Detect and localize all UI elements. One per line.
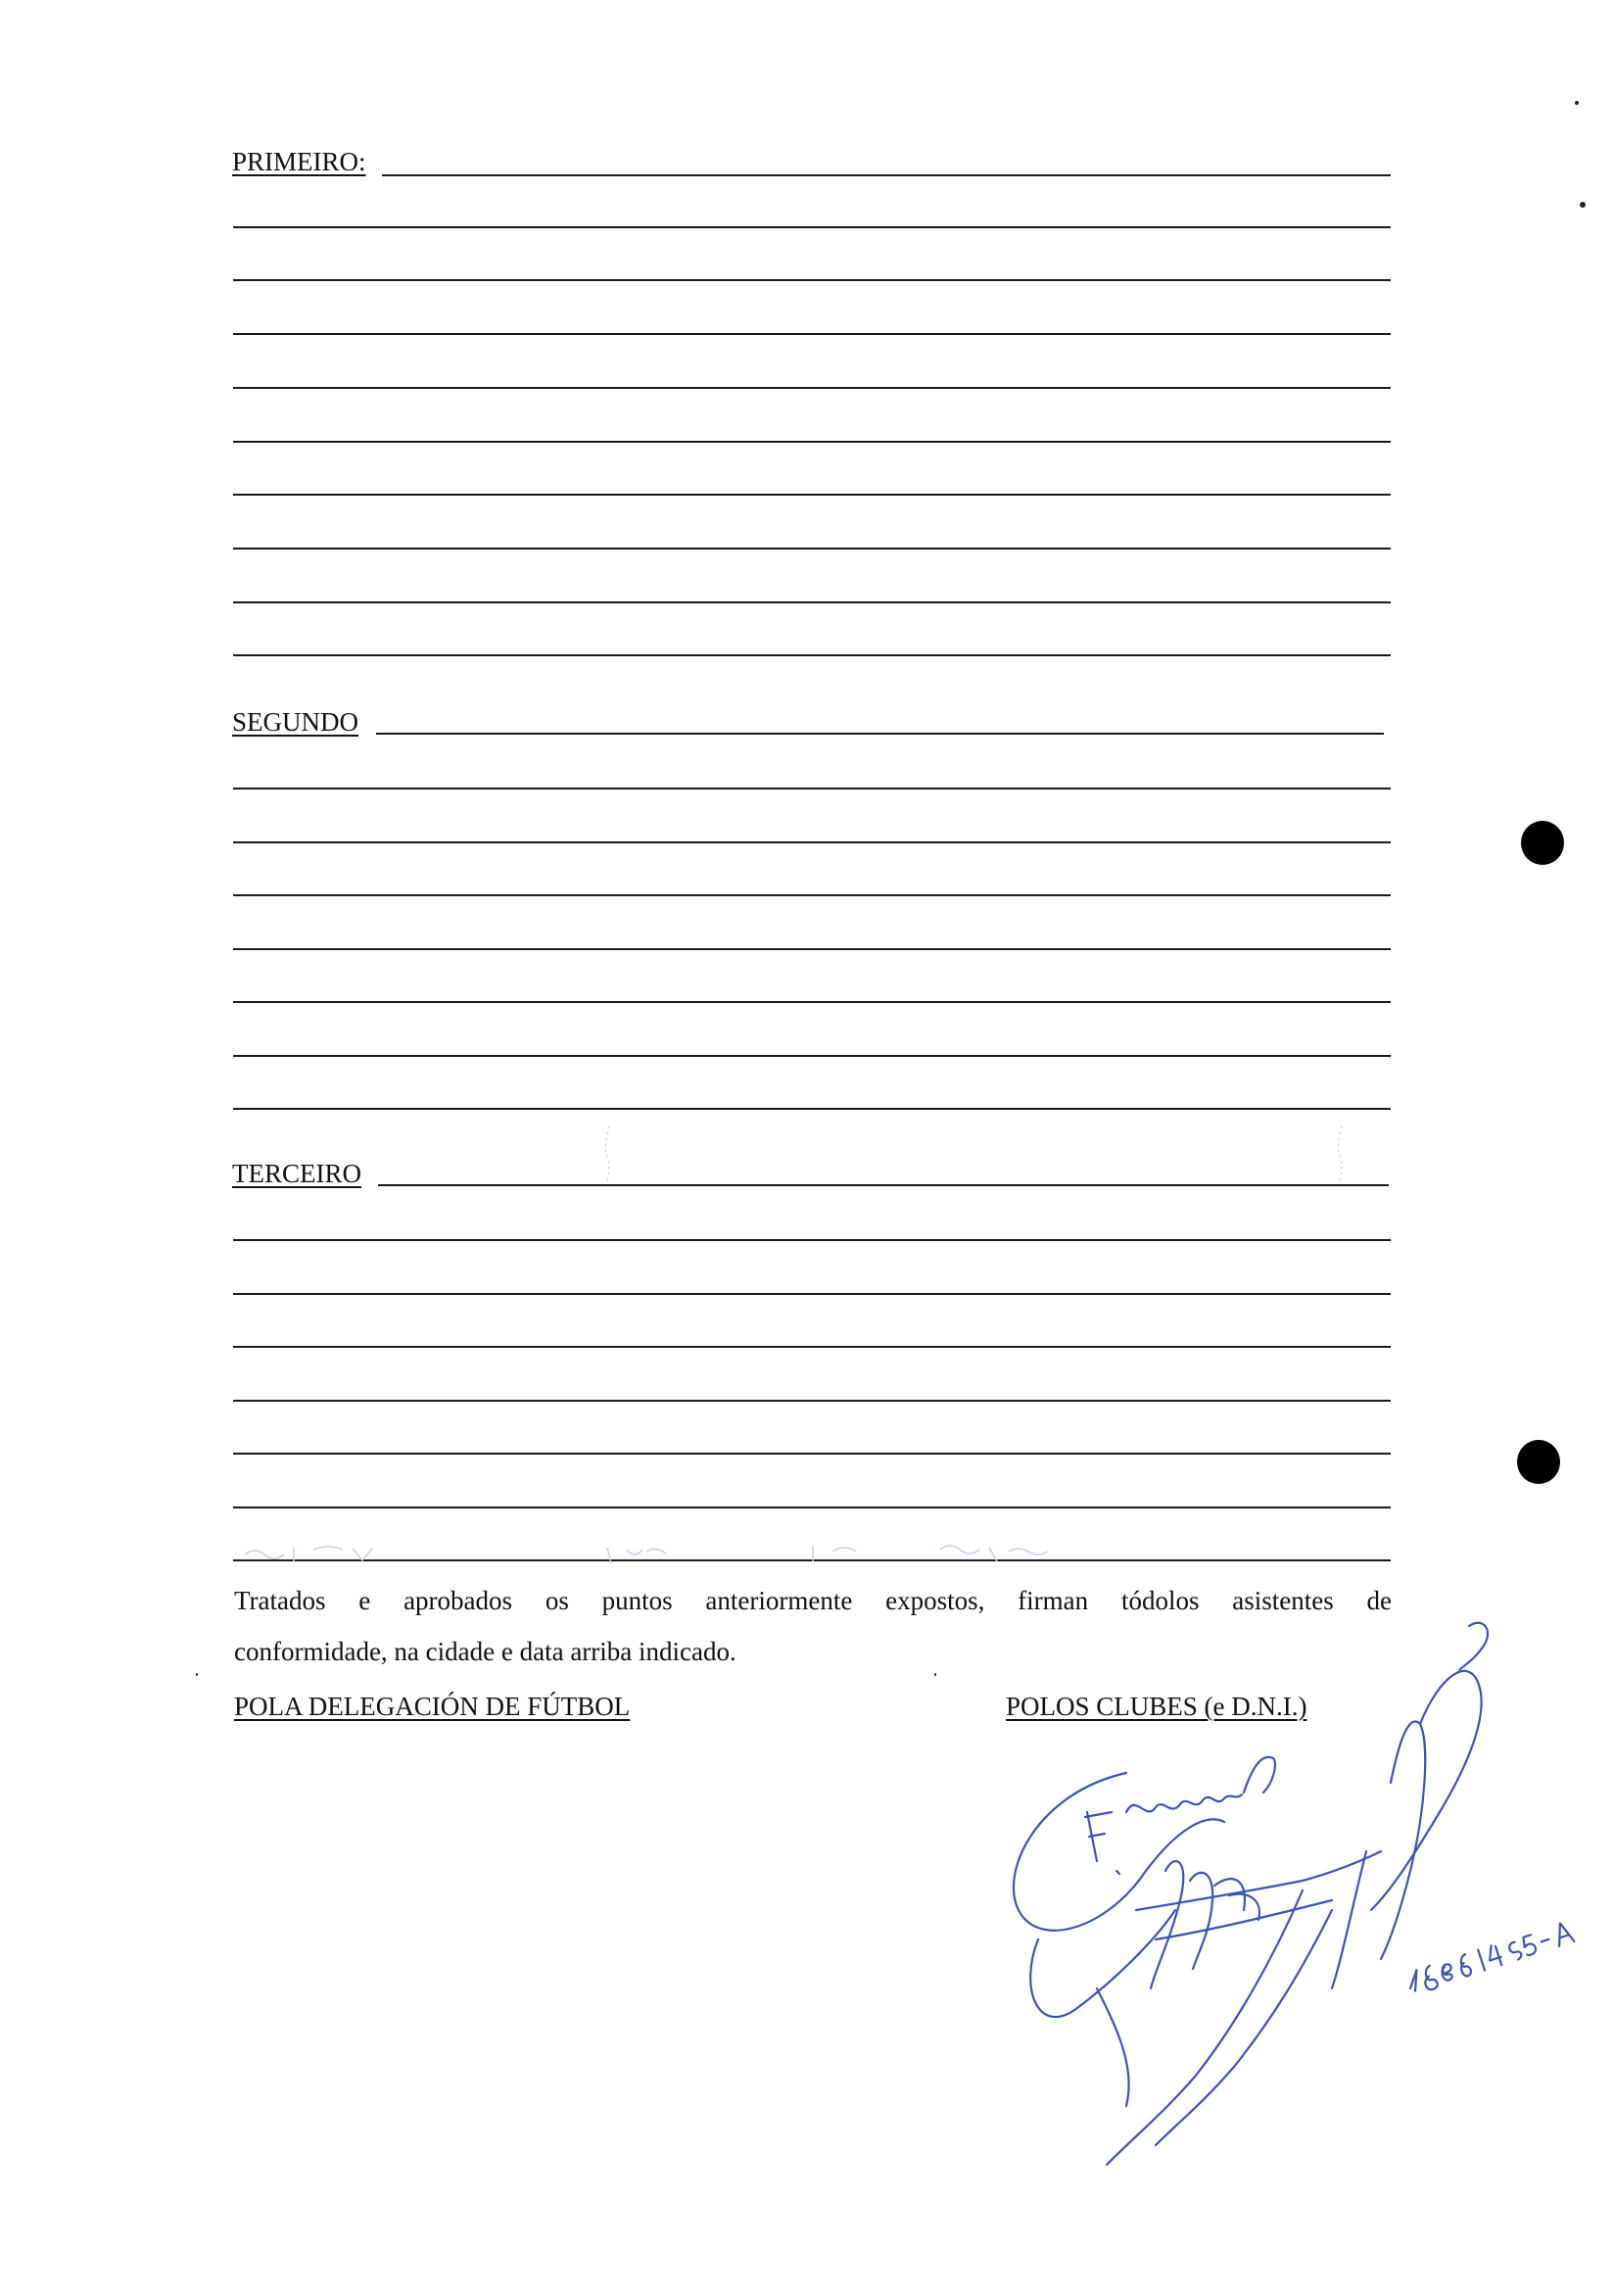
section-label-primeiro: PRIMEIRO: [232, 147, 366, 176]
punch-hole [1517, 1440, 1560, 1484]
write-line[interactable] [376, 733, 1384, 735]
closing-line-1: Tratados e aprobados os puntos anteriormente expostos, firman tódolos asistentes de [234, 1586, 1392, 1615]
write-line[interactable] [378, 1184, 1389, 1186]
scan-speck [1580, 202, 1586, 208]
closing-line-2: conformidade, na cidade e data arriba indicado. [234, 1637, 736, 1666]
scan-speck [1575, 101, 1579, 105]
write-line[interactable] [233, 226, 1391, 228]
scan-speck [196, 1673, 198, 1676]
write-line[interactable] [233, 1055, 1391, 1057]
write-line[interactable] [233, 948, 1391, 950]
write-line[interactable] [233, 1346, 1391, 1348]
write-line[interactable] [233, 601, 1391, 603]
bleed-through-marks [225, 1540, 1205, 1569]
write-line[interactable] [233, 1507, 1391, 1508]
punch-hole [1521, 821, 1564, 865]
write-line[interactable] [233, 654, 1391, 656]
write-line[interactable] [233, 1453, 1391, 1455]
write-line[interactable] [233, 333, 1391, 335]
write-line[interactable] [233, 387, 1391, 389]
signatory-clubes-heading: POLOS CLUBES (e D.N.I.) [1006, 1692, 1307, 1721]
write-line[interactable] [233, 1001, 1391, 1003]
scan-speck [934, 1673, 936, 1676]
write-line[interactable] [233, 894, 1391, 896]
scan-mark [1332, 1124, 1352, 1183]
section-label-terceiro: TERCEIRO [232, 1159, 361, 1188]
write-line[interactable] [233, 279, 1391, 281]
section-label-segundo: SEGUNDO [232, 707, 359, 737]
club-signatures [979, 1616, 1587, 2184]
write-line[interactable] [233, 841, 1391, 843]
scan-mark [599, 1124, 619, 1183]
signatory-delegacion-heading: POLA DELEGACIÓN DE FÚTBOL [234, 1692, 631, 1721]
write-line[interactable] [382, 174, 1391, 176]
write-line[interactable] [233, 1239, 1391, 1241]
write-line[interactable] [233, 548, 1391, 550]
write-line[interactable] [233, 788, 1391, 789]
write-line[interactable] [233, 1293, 1391, 1295]
write-line[interactable] [233, 1108, 1391, 1110]
write-line[interactable] [233, 441, 1391, 443]
write-line[interactable] [233, 1400, 1391, 1402]
write-line[interactable] [233, 494, 1391, 496]
